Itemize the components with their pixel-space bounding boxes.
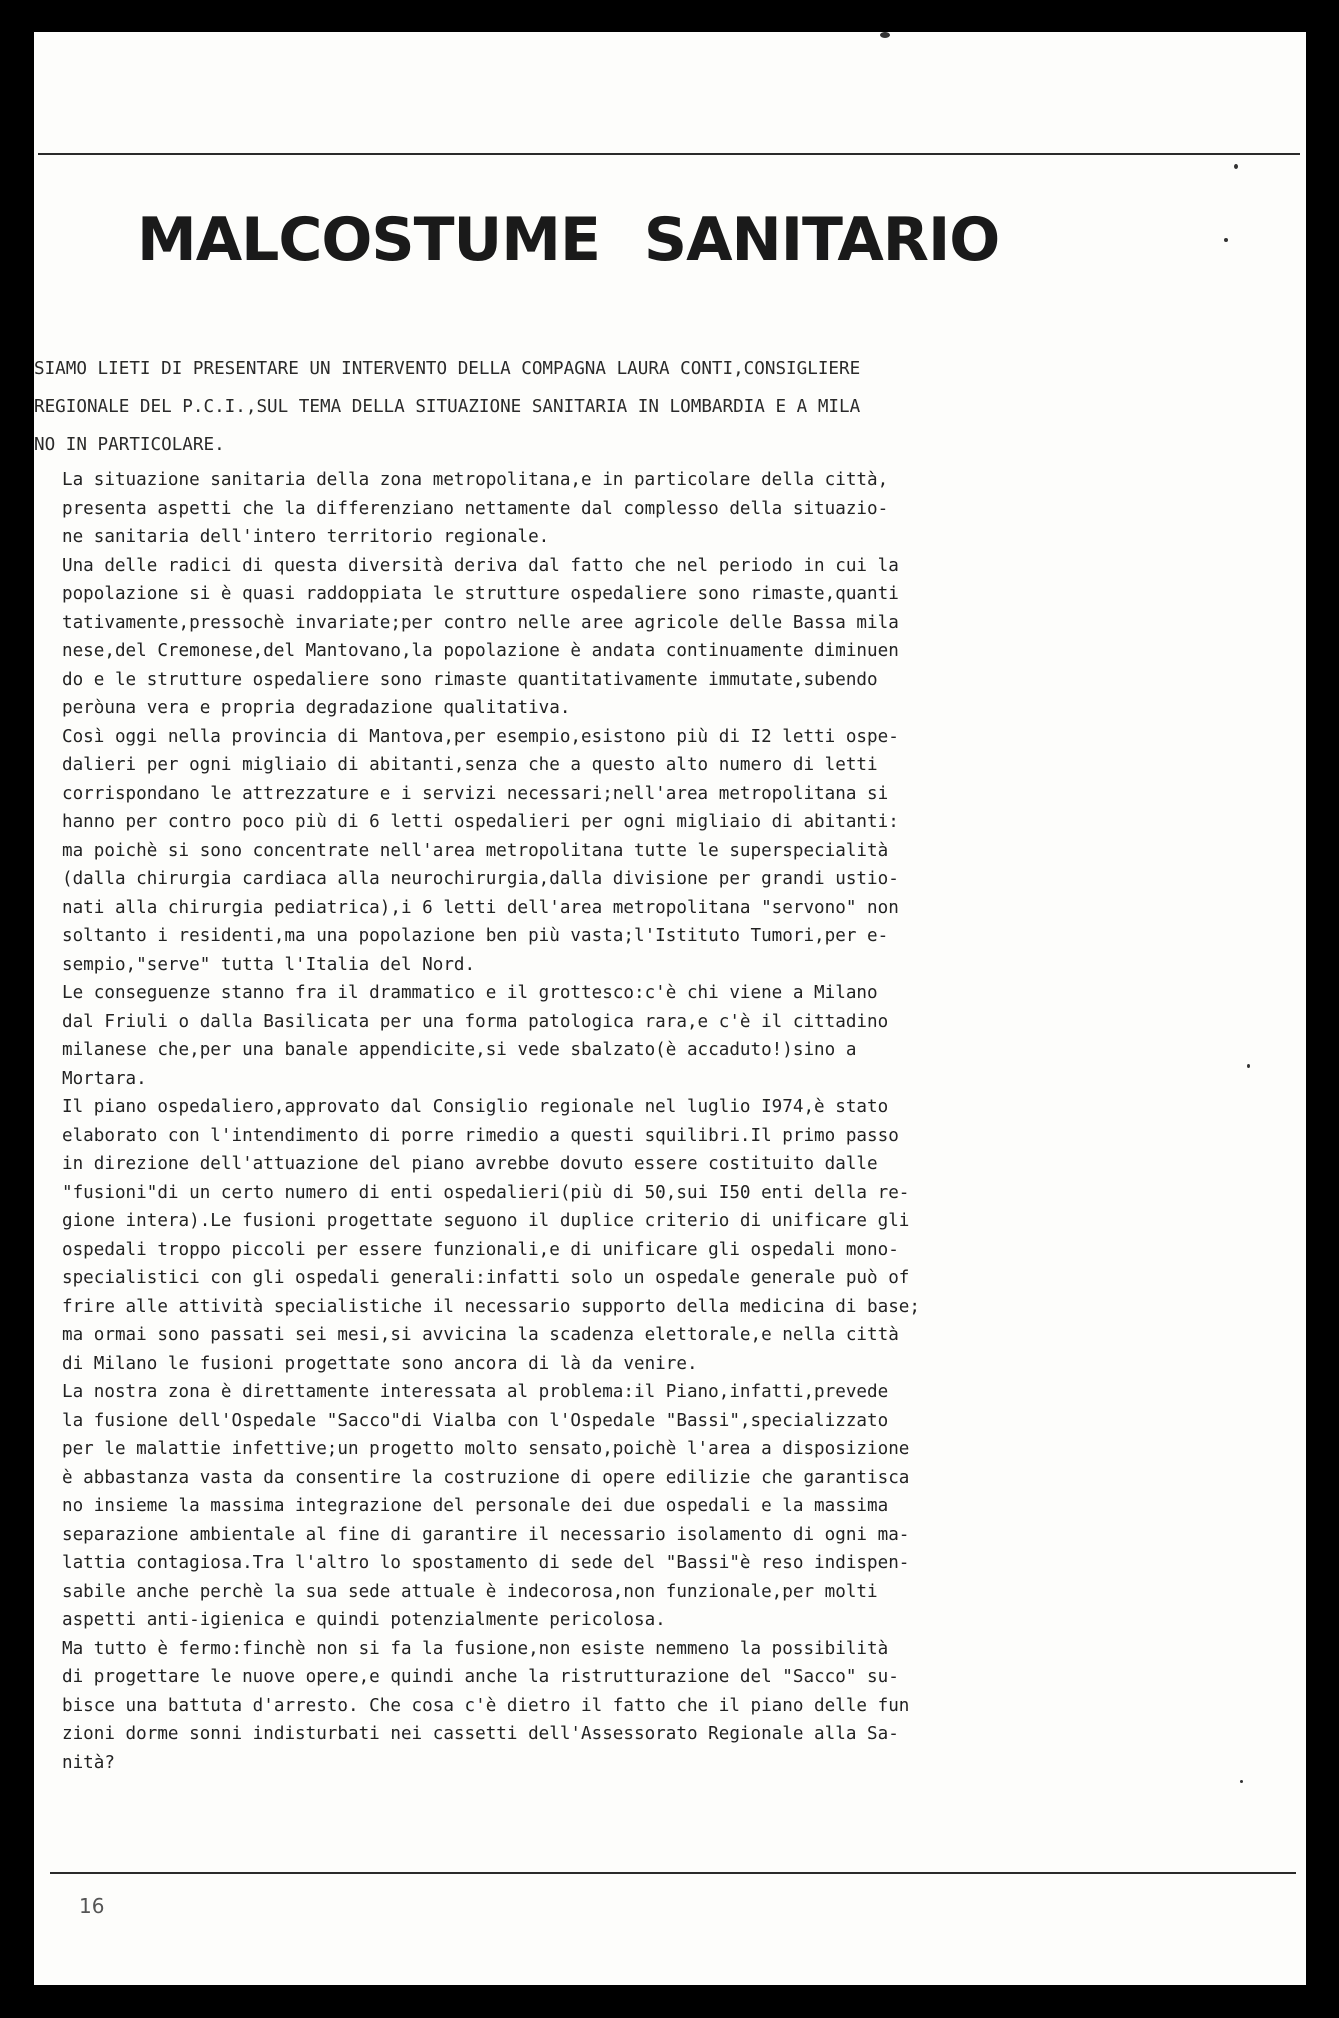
text-line: popolazione si è quasi raddoppiata le strutture ospedaliere sono rimaste,quanti [62,584,899,604]
text-line: di Milano le fusioni progettate sono ancora di là da venire. [62,1353,698,1374]
text-line: dal Friuli o dalla Basilicata per una forma patologica rara,e c'è il cittadino [62,1011,889,1032]
document-page [34,32,1306,1985]
text-line: corrispondano le attrezzature e i servizi necessari;nell'area metropolitana si [62,783,889,804]
text-line: separazione ambientale al fine di garantire il necessario isolamento di ogni ma- [62,1524,910,1545]
text-line: in direzione dell'attuazione del piano avrebbe dovuto essere costituito dalle [62,1154,878,1174]
text-line: La nostra zona è direttamente interessata al problema:il Piano,infatti,prevede [62,1382,889,1402]
text-line: Ma tutto è fermo:finchè non si fa la fusione,non esiste nemmeno la possibilità [62,1638,889,1659]
text-line: hanno per contro poco più di 6 letti ospedalieri per ogni migliaio di abitanti: [62,812,899,832]
text-line: nati alla chirurgia pediatrica),i 6 letti dell'area metropolitana "servono" non [62,897,899,918]
text-line: aspetti anti-igienica e quindi potenzialmente pericolosa. [62,1610,666,1630]
text-line: (dalla chirurgia cardiaca alla neurochirurgia,dalla divisione per grandi ustio- [62,869,899,889]
text-line: per le malattie infettive;un progetto molto sensato,poichè l'area a disposizione [62,1439,910,1459]
text-line: do e le strutture ospedaliere sono rimaste quantitativamente immutate,subendo [62,669,878,690]
scan-speck [880,32,890,38]
text-line: tativamente,pressochè invariate;per contro nelle aree agricole delle Bassa mila [62,612,899,633]
text-line: gione intera).Le fusioni progettate seguono il duplice criterio di unificare gli [62,1211,910,1231]
intro-paragraph [34,350,1294,464]
scan-speck [1234,164,1238,169]
page-number: 16 [79,1894,105,1918]
text-line: zioni dorme sonni indisturbati nei cassetti dell'Assessorato Regionale alla Sa- [62,1724,899,1744]
text-line: ma ormai sono passati sei mesi,si avvicina la scadenza elettorale,e nella città [62,1325,899,1345]
bottom-divider-line [50,1872,1296,1874]
text-line: lattia contagiosa.Tra l'altro lo spostamento di sede del "Bassi"è reso indispen- [62,1553,910,1573]
text-line: SIAMO LIETI DI PRESENTARE UN INTERVENTO DELLA COMPAGNA LAURA CONTI,CONSIGLIERE [34,359,861,379]
text-line: Le conseguenze stanno fra il drammatico e il grottesco:c'è chi viene a Milano [62,983,878,1003]
text-line: ne sanitaria dell'intero territorio regionale. [62,527,550,547]
top-divider-line [38,153,1300,155]
text-line: specialistici con gli ospedali generali:infatti solo un ospedale generale può of [62,1268,910,1288]
text-line: la fusione dell'Ospedale "Sacco"di Vialba con l'Ospedale "Bassi",specializzato [62,1410,889,1431]
scan-speck [1247,1064,1250,1068]
text-line: "fusioni"di un certo numero di enti ospedalieri(più di 50,sui I50 enti della re- [62,1182,910,1203]
text-line: Mortara. [62,1068,147,1089]
text-line: soltanto i residenti,ma una popolazione ben più vasta;l'Istituto Tumori,per e- [62,926,889,946]
text-line: Il piano ospedaliero,approvato dal Consiglio regionale nel luglio I974,è stato [62,1097,889,1117]
scan-speck [1224,238,1228,242]
text-line: nità? [62,1752,115,1773]
article-body [62,466,1282,1777]
text-line: REGIONALE DEL P.C.I.,SUL TEMA DELLA SITUAZIONE SANITARIA IN LOMBARDIA E A MILA [34,397,861,417]
text-line: dalieri per ogni migliaio di abitanti,senza che a questo alto numero di letti [62,755,878,775]
text-line: elaborato con l'intendimento di porre rimedio a questi squilibri.Il primo passo [62,1125,899,1146]
scan-speck [1240,1780,1243,1783]
text-line: Così oggi nella provincia di Mantova,per esempio,esistono più di I2 letti ospe- [62,726,899,747]
text-line: ospedali troppo piccoli per essere funzionali,e di unificare gli ospedali mono- [62,1239,899,1260]
text-line: di progettare le nuove opere,e quindi anche la ristrutturazione del "Sacco" su- [62,1667,899,1687]
text-line: peròuna vera e propria degradazione qualitativa. [62,698,571,718]
page-title: MALCOSTUME SANITARIO [137,205,1000,275]
text-line: Una delle radici di questa diversità deriva dal fatto che nel periodo in cui la [62,555,899,576]
text-line: sabile anche perchè la sua sede attuale è indecorosa,non funzionale,per molti [62,1581,878,1602]
text-line: ma poichè si sono concentrate nell'area metropolitana tutte le superspecialità [62,840,889,861]
text-line: milanese che,per una banale appendicite,si vede sbalzato(è accaduto!)sino a [62,1040,857,1060]
text-line: è abbastanza vasta da consentire la costruzione di opere edilizie che garantisca [62,1467,910,1488]
text-line: frire alle attività specialistiche il necessario supporto della medicina di base; [62,1296,920,1317]
text-line: bisce una battuta d'arresto. Che cosa c'è dietro il fatto che il piano delle fun [62,1695,910,1716]
text-line: nese,del Cremonese,del Mantovano,la popolazione è andata continuamente diminuen [62,641,899,661]
text-line: La situazione sanitaria della zona metropolitana,e in particolare della città, [62,470,889,490]
text-line: sempio,"serve" tutta l'Italia del Nord. [62,954,476,975]
text-line: no insieme la massima integrazione del personale dei due ospedali e la massima [62,1496,889,1516]
text-line: presenta aspetti che la differenziano nettamente dal complesso della situazio- [62,498,889,519]
text-line: NO IN PARTICOLARE. [34,435,225,455]
